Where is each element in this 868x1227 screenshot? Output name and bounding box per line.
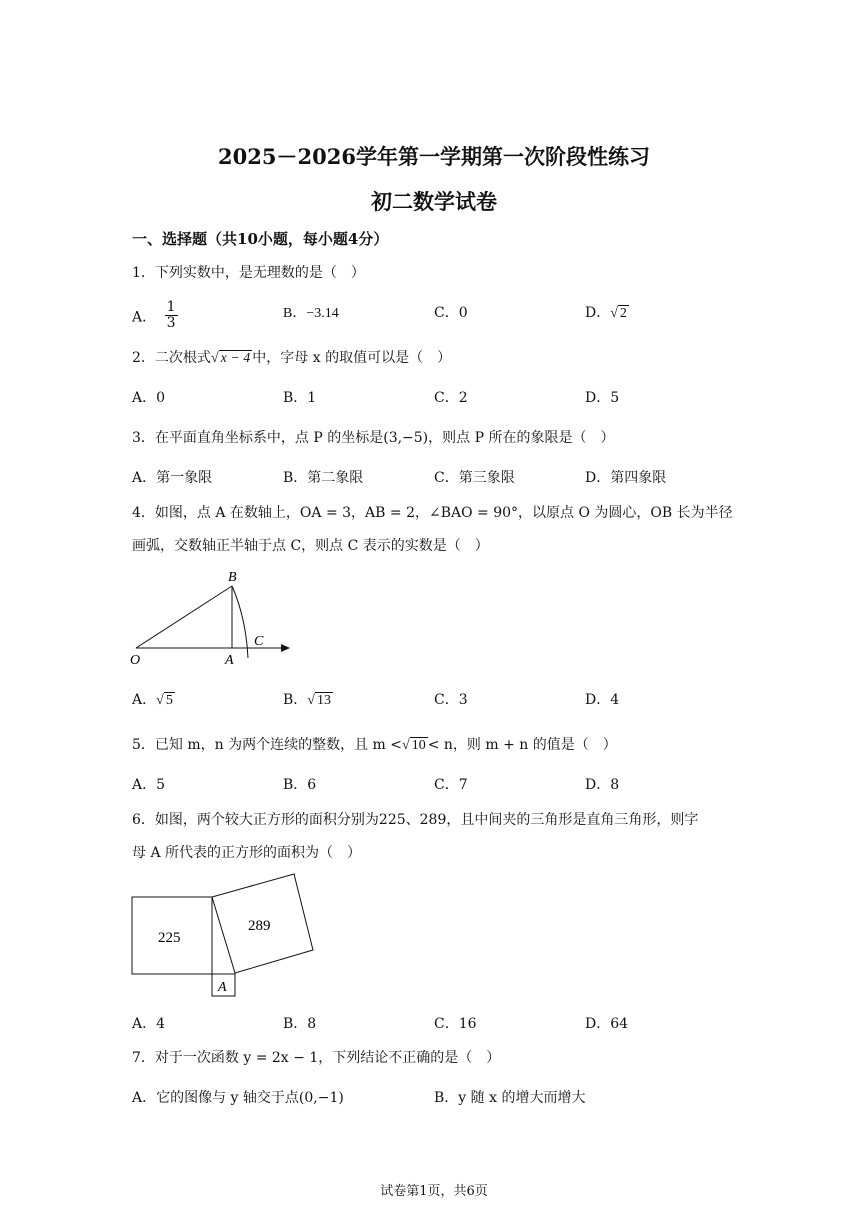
exam-title-line2: 初二数学试卷 — [371, 189, 497, 214]
option-label: D． — [585, 305, 611, 321]
question-6-stem-line2: 母 A 所代表的正方形的面积为（ ） — [132, 845, 362, 861]
radicand: 5 — [165, 693, 173, 708]
question-6-stem-line1: 6．如图，两个较大正方形的面积分别为225、289，且中间夹的三角形是直角三角形，则字 — [132, 812, 699, 828]
label-o: O — [130, 653, 141, 668]
q7-option-a: A．它的图像与 y 轴交于点(0,−1) — [132, 1090, 344, 1106]
arc-bc — [232, 586, 248, 658]
label-225: 225 — [158, 930, 181, 946]
q2-option-c: C．2 — [434, 390, 468, 406]
q3-option-a: A．第一象限 — [132, 470, 213, 486]
radicand: 2 — [619, 306, 627, 321]
option-label: A． — [132, 309, 157, 326]
stem-suffix: < n，则 m + n 的值是（ ） — [427, 737, 617, 753]
q5-option-d: D．8 — [585, 777, 620, 793]
radicand: 13 — [316, 693, 331, 708]
q7-option-b: B．y 随 x 的增大而增大 — [434, 1090, 586, 1106]
stem-suffix: 中，字母 x 的取值可以是（ ） — [252, 350, 452, 366]
q4-option-c: C．3 — [434, 692, 468, 708]
q1-option-b: B．−3.14 — [283, 306, 339, 321]
q5-option-c: C．7 — [434, 777, 468, 793]
option-label: B． — [283, 692, 308, 708]
question-4-stem-line1: 4．如图，点 A 在数轴上，OA = 3，AB = 2，∠BAO = 90°，以原点 O 为圆心，OB 长为半径 — [132, 505, 733, 521]
question-7-stem: 7．对于一次函数 y = 2x − 1，下列结论不正确的是（ ） — [132, 1050, 501, 1066]
q4-figure-number-line — [128, 566, 298, 670]
q2-option-d: D．5 — [585, 390, 620, 406]
stem-prefix: 2．二次根式 — [132, 350, 211, 366]
q1-option-a — [132, 299, 178, 333]
section-heading-choice: 一、选择题（共10小题，每小题4分） — [132, 230, 389, 248]
q6-option-a: A．4 — [132, 1016, 166, 1032]
q4-option-b — [283, 689, 333, 709]
question-1-stem: 1．下列实数中，是无理数的是（ ） — [132, 265, 365, 281]
label-a: A — [225, 653, 234, 668]
page-footer: 试卷第1页，共6页 — [380, 1184, 488, 1199]
q5-option-b: B．6 — [283, 777, 317, 793]
sqrt-icon: √ — [307, 693, 315, 708]
fraction-denominator: 3 — [166, 315, 176, 331]
q3-option-c: C．第三象限 — [434, 470, 515, 486]
sqrt-icon: √ — [210, 351, 219, 366]
q6-figure-squares — [128, 866, 323, 1000]
fraction — [165, 300, 178, 331]
question-5-stem — [132, 734, 617, 754]
label-b: B — [228, 570, 237, 585]
label-289: 289 — [248, 918, 271, 934]
radicand: 10 — [411, 738, 426, 753]
q3-option-d: D．第四象限 — [585, 470, 667, 486]
sqrt-icon: √ — [610, 306, 618, 321]
question-4-stem-line2: 画弧，交数轴正半轴于点 C，则点 C 表示的实数是（ ） — [132, 538, 489, 554]
option-label: A． — [132, 692, 157, 708]
q1-option-d — [585, 302, 629, 322]
question-2-stem — [132, 347, 451, 367]
label-a: A — [218, 980, 227, 995]
q5-option-a: A．5 — [132, 777, 166, 793]
question-3-stem: 3．在平面直角坐标系中，点 P 的坐标是(3,−5)，则点 P 所在的象限是（ ） — [132, 430, 615, 446]
q2-option-a: A．0 — [132, 390, 166, 406]
label-c: C — [254, 634, 264, 649]
q4-option-a — [132, 689, 175, 709]
q6-option-b: B．8 — [283, 1016, 317, 1032]
q6-option-d: D．64 — [585, 1016, 629, 1032]
q4-option-d: D．4 — [585, 692, 620, 708]
q6-option-c: C．16 — [434, 1016, 477, 1032]
q2-option-b: B．1 — [283, 390, 317, 406]
exam-title-line1: 2025－2026学年第一学期第一次阶段性练习 — [218, 144, 650, 169]
stem-prefix: 5．已知 m，n 为两个连续的整数，且 m < — [132, 737, 403, 753]
q3-option-b: B．第二象限 — [283, 470, 364, 486]
axis-arrow-icon — [281, 644, 290, 652]
sqrt-icon: √ — [156, 693, 164, 708]
q1-option-c: C．0 — [434, 305, 468, 321]
radicand: x − 4 — [220, 351, 251, 366]
fraction-numerator: 1 — [166, 299, 176, 315]
segment-ob — [136, 586, 232, 648]
sqrt-icon: √ — [402, 738, 410, 753]
